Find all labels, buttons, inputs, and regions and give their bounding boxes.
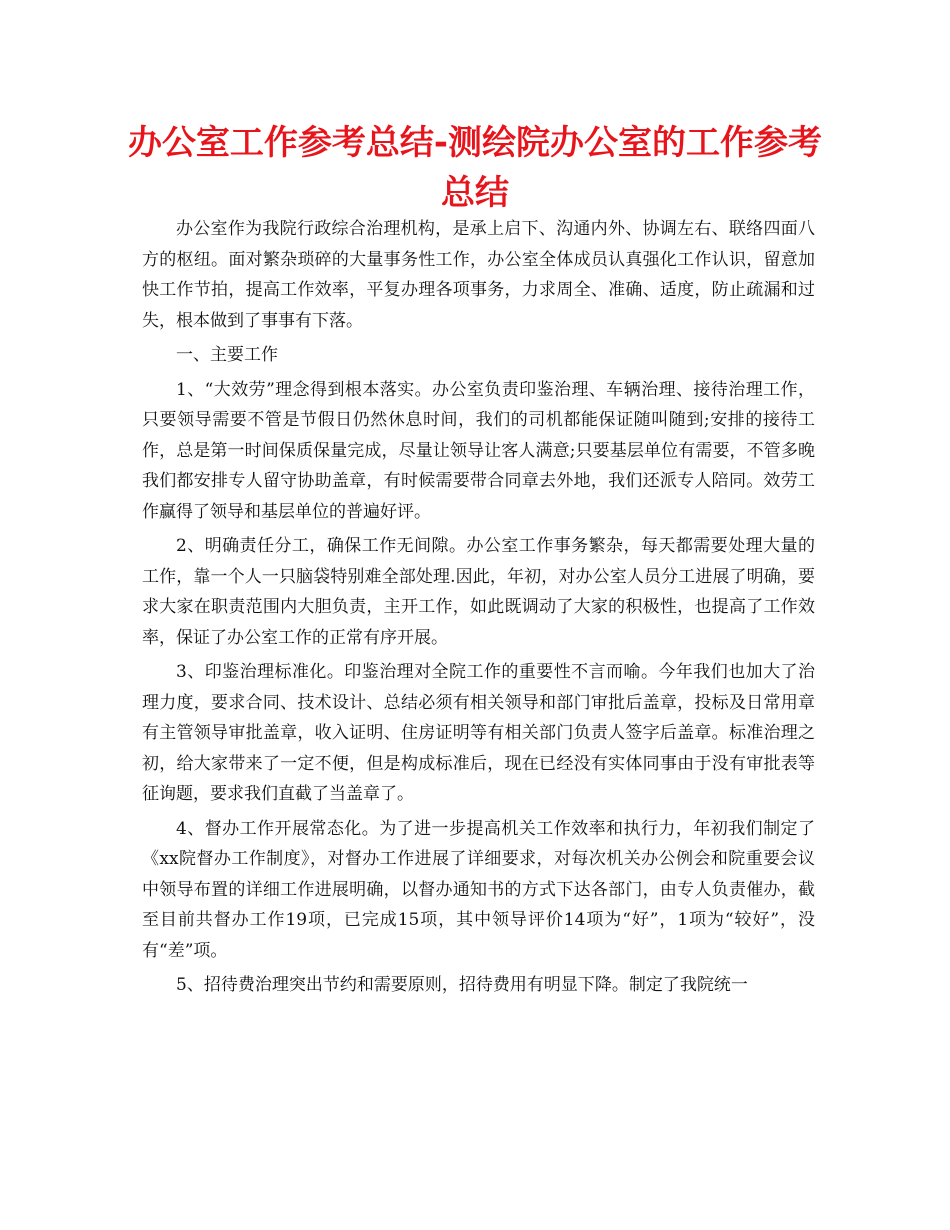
document-body xyxy=(142,214,815,1001)
paragraph-item-5: 5、招待费治理突出节约和需要原则，招待费用有明显下降。制定了我院统一 xyxy=(176,975,748,995)
paragraph-item-3: 3、印鉴治理标准化。印鉴治理对全院工作的重要性不言而喻。今年我们也加大了治理力度，要求合同、技术设计、总结必须有相关领导和部门审批后盖章，投标及日常用章有主管领导审批盖章，收入证明、住房证明等有相关部门负责人签字后盖章。标准治理之初，给大家带来了一定不便，但是构成标准后，现在已经没有实体同事由于没有审批表等征询题，要求我们直截了当盖章了。 xyxy=(142,662,815,804)
paragraph-item-2: 2、明确责任分工，确保工作无间隙。办公室工作事务繁杂，每天都需要处理大量的工作，靠一个人一只脑袋特别难全部处理.因此，年初，对办公室人员分工进展了明确，要求大家在职责范围内大胆负责，主开工作，如此既调动了大家的积极性，也提高了工作效率，保证了办公室工作的正常有序开展。 xyxy=(142,536,815,648)
document-title: 办公室工作参考总结-测绘院办公室的工作参考总结 xyxy=(127,123,823,213)
section-heading-main-work: 一、主要工作 xyxy=(176,345,278,365)
paragraph-item-1: 1、“大效劳”理念得到根本落实。办公室负责印鉴治理、车辆治理、接待治理工作，只要领导需要不管是节假日仍然休息时间，我们的司机都能保证随叫随到;安排的接待工作，总是第一时间保质保量完成，尽量让领导让客人满意;只要基层单位有需要，不管多晚我们都安排专人留守协助盖章，有时候需要带合同章去外地，我们还派专人陪同。效劳工作赢得了领导和基层单位的普遍好评。 xyxy=(142,379,815,522)
paragraph-intro: 办公室作为我院行政综合治理机构，是承上启下、沟通内外、协调左右、联络四面八方的枢纽。面对繁杂琐碎的大量事务性工作，办公室全体成员认真强化工作认识，留意加快工作节拍，提高工作效率，平复办理各项事务，力求周全、准确、适度，防止疏漏和过失，根本做到了事事有下落。 xyxy=(142,219,815,331)
paragraph-item-4: 4、督办工作开展常态化。为了进一步提高机关工作效率和执行力，年初我们制定了《xx院督办工作制度》，对督办工作进展了详细要求，对每次机关办公例会和院重要会议中领导布置的详细工作进展明确，以督办通知书的方式下达各部门，由专人负责催办，截至目前共督办工作19项，已完成15项，其中领导评价14项为“好”，1项为“较好”，没有“差”项。 xyxy=(142,818,815,961)
